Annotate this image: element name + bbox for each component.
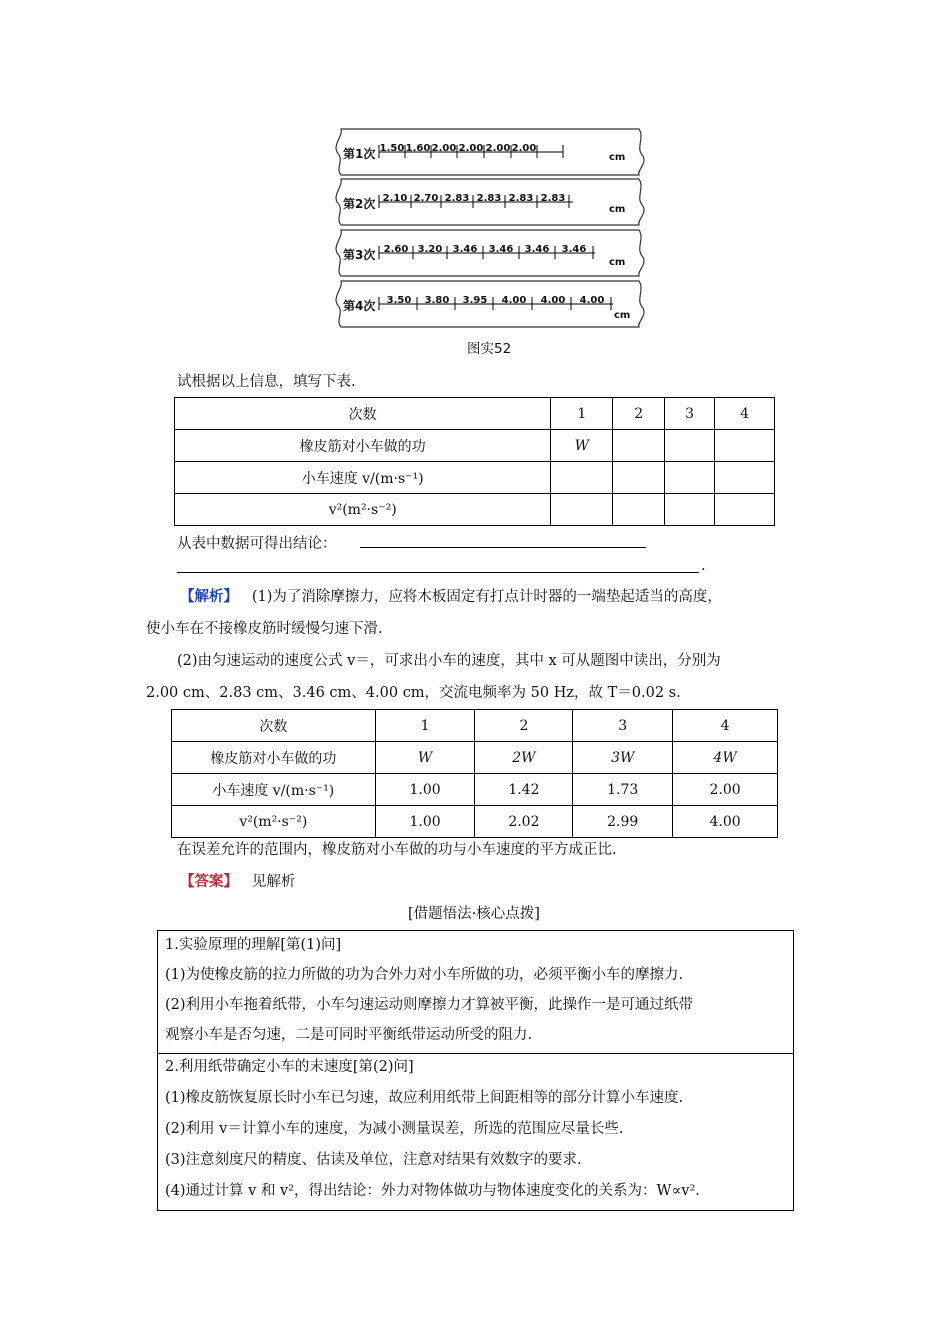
section-2-item: (4)通过计算 v 和 v²，得出结论：外力对物体做功与物体速度变化的关系为：W∝v². [165, 1183, 700, 1199]
table-cell [665, 494, 715, 526]
table-row [172, 742, 778, 774]
tape-segment: 1.50 [379, 143, 405, 154]
summary-title: [借题悟法·核心点拨] [408, 906, 540, 922]
table-cell [551, 462, 613, 494]
tape-segment: 3.50 [386, 295, 412, 306]
table-cell: 次数 [175, 398, 551, 430]
analysis-conclusion: 在误差允许的范围内，橡皮筋对小车做的功与小车速度的平方成正比. [177, 842, 617, 858]
tape-segment: 2.83 [540, 193, 566, 204]
blank-period: . [701, 558, 706, 574]
unit-label: cm [609, 152, 626, 163]
table-cell [613, 462, 665, 494]
table-cell: 3W [573, 742, 673, 774]
tape-segment: 3.46 [561, 244, 587, 255]
conclusion-prompt: 从表中数据可得出结论： [177, 536, 337, 552]
table-row [175, 462, 775, 494]
section-2-heading: 2.利用纸带确定小车的末速度[第(2)问] [165, 1059, 414, 1075]
table-cell [715, 430, 775, 462]
analysis-text: 使小车在不接橡皮筋时缓慢匀速下滑. [146, 621, 383, 637]
tape-4 [333, 280, 645, 328]
table-cell: 1 [551, 398, 613, 430]
question-table [174, 397, 775, 526]
section-1-item: 观察小车是否匀速，二是可同时平衡纸带运动所受的阻力. [165, 1027, 533, 1043]
table-cell: 3 [665, 398, 715, 430]
tape-segment: 3.46 [524, 244, 550, 255]
tape-label: 第1次 [343, 147, 376, 161]
table-cell: 3 [573, 710, 673, 742]
table-header-row [172, 710, 778, 742]
table-row [175, 430, 775, 462]
table-cell: 1.73 [573, 774, 673, 806]
unit-label: cm [614, 310, 631, 321]
tape-3 [333, 229, 645, 277]
tape-segment: 2.00 [485, 143, 511, 154]
section-1-item: (1)为使橡皮筋的拉力所做的功为合外力对小车所做的功，必须平衡小车的摩擦力. [165, 967, 684, 983]
tape-segment: 2.10 [382, 193, 408, 204]
tape-segment: 3.46 [452, 244, 478, 255]
analysis-table [171, 709, 778, 838]
instruction-text: 试根据以上信息，填写下表. [177, 374, 356, 390]
tape-segment: 2.83 [508, 193, 534, 204]
table-cell: 1.00 [375, 774, 475, 806]
answer-line [180, 870, 295, 891]
answer-blank-line [177, 572, 699, 573]
tape-1 [333, 128, 645, 176]
tape-segment: 1.60 [405, 143, 431, 154]
answer-text: 见解析 [251, 874, 296, 890]
table-cell: 2.02 [475, 806, 573, 838]
table-cell: 4 [673, 710, 778, 742]
table-row [172, 806, 778, 838]
table-cell: 小车速度 v/(m·s⁻¹) [175, 462, 551, 494]
table-cell: 2.00 [673, 774, 778, 806]
table-cell: 1 [375, 710, 475, 742]
tape-segment: 4.00 [540, 295, 566, 306]
tape-segment: 3.20 [417, 244, 443, 255]
section-1-heading: 1.实验原理的理解[第(1)问] [165, 937, 342, 953]
table-cell [715, 462, 775, 494]
tape-segment: 4.00 [579, 295, 605, 306]
table-cell: 1.00 [375, 806, 475, 838]
table-cell: v²(m²·s⁻²) [175, 494, 551, 526]
section-2-item: (3)注意刻度尺的精度、估读及单位，注意对结果有效数字的要求. [165, 1152, 582, 1168]
tape-segment: 4.00 [501, 295, 527, 306]
tape-2 [333, 178, 645, 226]
table-row [172, 774, 778, 806]
table-cell [551, 494, 613, 526]
tape-segment: 3.95 [462, 295, 488, 306]
table-cell: 小车速度 v/(m·s⁻¹) [172, 774, 376, 806]
tape-segment: 2.83 [444, 193, 470, 204]
table-cell [665, 462, 715, 494]
table-cell: 2W [475, 742, 573, 774]
table-cell: 2 [613, 398, 665, 430]
tape-label: 第4次 [343, 299, 376, 313]
tape-segment: 2.70 [413, 193, 439, 204]
tape-segment: 2.60 [383, 244, 409, 255]
table-header-row [175, 398, 775, 430]
unit-label: cm [609, 204, 626, 215]
figure-caption: 图实52 [467, 341, 512, 357]
table-cell: 2.99 [573, 806, 673, 838]
tape-segment: 2.00 [458, 143, 484, 154]
answer-blank-line [360, 547, 646, 548]
table-cell: 1.42 [475, 774, 573, 806]
table-cell: 橡皮筋对小车做的功 [175, 430, 551, 462]
analysis-text: (2)由匀速运动的速度公式 v＝，可求出小车的速度，其中 x 可从题图中读出，分别为 [177, 653, 721, 669]
table-cell [665, 430, 715, 462]
tape-segment: 3.46 [488, 244, 514, 255]
section-2-item: (1)橡皮筋恢复原长时小车已匀速，故应利用纸带上间距相等的部分计算小车速度. [165, 1090, 684, 1106]
analysis-text: (1)为了消除摩擦力，应将木板固定有打点计时器的一端垫起适当的高度， [251, 589, 722, 605]
table-cell: W [551, 430, 613, 462]
section-divider [158, 1053, 793, 1054]
tape-segment: 2.00 [511, 143, 537, 154]
section-2-item: (2)利用 v＝计算小车的速度，为减小测量误差，所选的范围应尽量长些. [165, 1121, 624, 1137]
analysis-tag: 【解析】 [180, 588, 238, 605]
table-cell: 4.00 [673, 806, 778, 838]
table-cell: 橡皮筋对小车做的功 [172, 742, 376, 774]
table-cell: 4W [673, 742, 778, 774]
answer-tag: 【答案】 [180, 873, 238, 890]
section-1-item: (2)利用小车拖着纸带，小车匀速运动则摩擦力才算被平衡，此操作一是可通过纸带 [165, 997, 694, 1013]
analysis-text: 2.00 cm、2.83 cm、3.46 cm、4.00 cm，交流电频率为 50 Hz，故 T＝0.02 s. [146, 685, 681, 701]
table-cell: W [375, 742, 475, 774]
analysis-paragraph-1 [180, 585, 722, 606]
table-cell: 次数 [172, 710, 376, 742]
table-cell [613, 430, 665, 462]
table-cell: v²(m²·s⁻²) [172, 806, 376, 838]
tape-label: 第2次 [343, 197, 376, 211]
table-cell [715, 494, 775, 526]
tape-segment: 2.83 [476, 193, 502, 204]
tape-label: 第3次 [343, 248, 376, 262]
tape-segment: 3.80 [424, 295, 450, 306]
table-cell [613, 494, 665, 526]
summary-box [157, 930, 794, 1211]
tape-segment: 2.00 [431, 143, 457, 154]
table-cell: 4 [715, 398, 775, 430]
unit-label: cm [609, 257, 626, 268]
table-row [175, 494, 775, 526]
table-cell: 2 [475, 710, 573, 742]
